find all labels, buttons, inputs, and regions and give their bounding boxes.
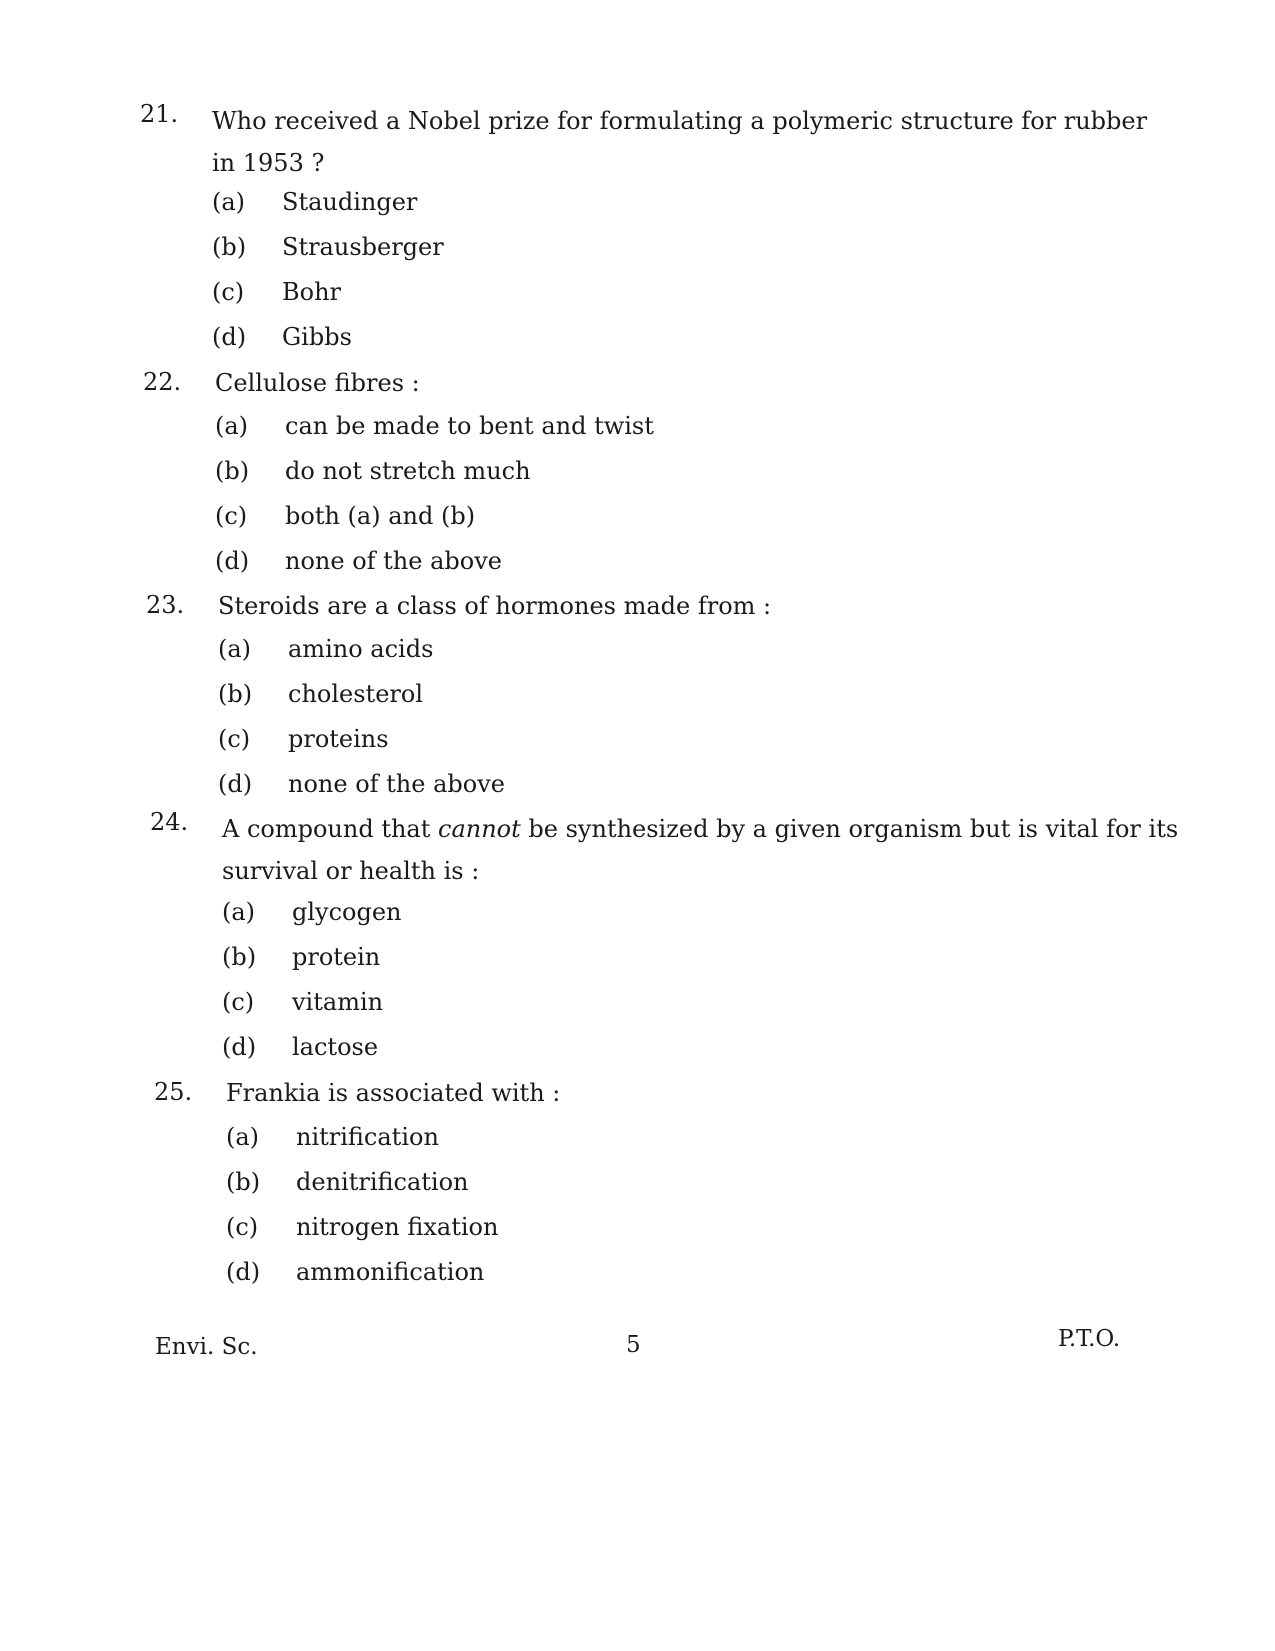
footer-subject: Envi. Sc.: [155, 1334, 258, 1360]
option-text: both (a) and (b): [285, 502, 476, 530]
question-text: Steroids are a class of hormones made from :: [218, 592, 772, 620]
option-label: (b): [226, 1168, 261, 1196]
option-b: [215, 457, 531, 487]
option-text: none of the above: [285, 547, 502, 575]
option-label: (c): [222, 988, 255, 1016]
option-b: [226, 1168, 468, 1198]
option-text: none of the above: [288, 770, 505, 798]
footer-pto: P.T.O.: [1058, 1326, 1121, 1352]
option-label: (a): [222, 898, 256, 926]
option-label: (a): [218, 635, 252, 663]
option-a: [222, 898, 402, 928]
footer-page-number: 5: [626, 1332, 641, 1358]
option-text: do not stretch much: [285, 457, 531, 485]
question-number: 21.: [140, 100, 179, 128]
option-label: (a): [212, 188, 246, 216]
option-label: (b): [212, 233, 247, 261]
question-text: [222, 808, 1182, 892]
option-label: (c): [218, 725, 251, 753]
option-c: [212, 278, 341, 308]
option-text: nitrogen fixation: [296, 1213, 499, 1241]
option-text: Staudinger: [282, 188, 418, 216]
option-label: (c): [226, 1213, 259, 1241]
option-label: (a): [215, 412, 249, 440]
option-a: [218, 635, 433, 665]
question-text-start: A compound that: [222, 815, 439, 843]
option-text: lactose: [292, 1033, 379, 1061]
option-text: Gibbs: [282, 323, 352, 351]
option-b: [212, 233, 444, 263]
question-number: 23.: [146, 591, 185, 619]
option-text: Strausberger: [282, 233, 444, 261]
option-d: [212, 323, 352, 353]
option-label: (b): [222, 943, 257, 971]
option-label: (a): [226, 1123, 260, 1151]
option-label: (b): [215, 457, 250, 485]
question-number: 22.: [143, 368, 182, 396]
option-label: (d): [226, 1258, 261, 1286]
option-label: (d): [212, 323, 247, 351]
option-d: [226, 1258, 484, 1288]
option-text: amino acids: [288, 635, 434, 663]
option-text: glycogen: [292, 898, 402, 926]
option-c: [222, 988, 383, 1018]
option-text: can be made to bent and twist: [285, 412, 654, 440]
option-label: (c): [212, 278, 245, 306]
option-b: [222, 943, 380, 973]
question-text-emphasis: cannot: [438, 815, 521, 843]
option-b: [218, 680, 423, 710]
option-label: (d): [218, 770, 253, 798]
option-text: proteins: [288, 725, 389, 753]
option-label: (b): [218, 680, 253, 708]
question-number: 25.: [154, 1078, 193, 1106]
question-text: Who received a Nobel prize for formulating a polymeric structure for rubber in 1953 ?: [212, 107, 1148, 177]
option-label: (d): [222, 1033, 257, 1061]
option-d: [215, 547, 502, 577]
option-text: nitrification: [296, 1123, 439, 1151]
question-text: Cellulose fibres :: [215, 369, 420, 397]
question-text-end: be synthesized by a given organism but is vital for its survival or health is :: [222, 815, 1179, 885]
option-c: [226, 1213, 498, 1243]
option-a: [226, 1123, 439, 1153]
option-d: [222, 1033, 378, 1063]
option-d: [218, 770, 505, 800]
question-number: 24.: [150, 808, 189, 836]
option-c: [218, 725, 389, 755]
option-text: denitrification: [296, 1168, 469, 1196]
option-text: vitamin: [292, 988, 384, 1016]
option-c: [215, 502, 475, 532]
option-text: Bohr: [282, 278, 342, 306]
option-text: ammonification: [296, 1258, 485, 1286]
option-a: [212, 188, 417, 218]
option-text: cholesterol: [288, 680, 423, 708]
question-text: Frankia is associated with :: [226, 1079, 561, 1107]
option-label: (c): [215, 502, 248, 530]
option-label: (d): [215, 547, 250, 575]
option-text: protein: [292, 943, 381, 971]
option-a: [215, 412, 654, 442]
